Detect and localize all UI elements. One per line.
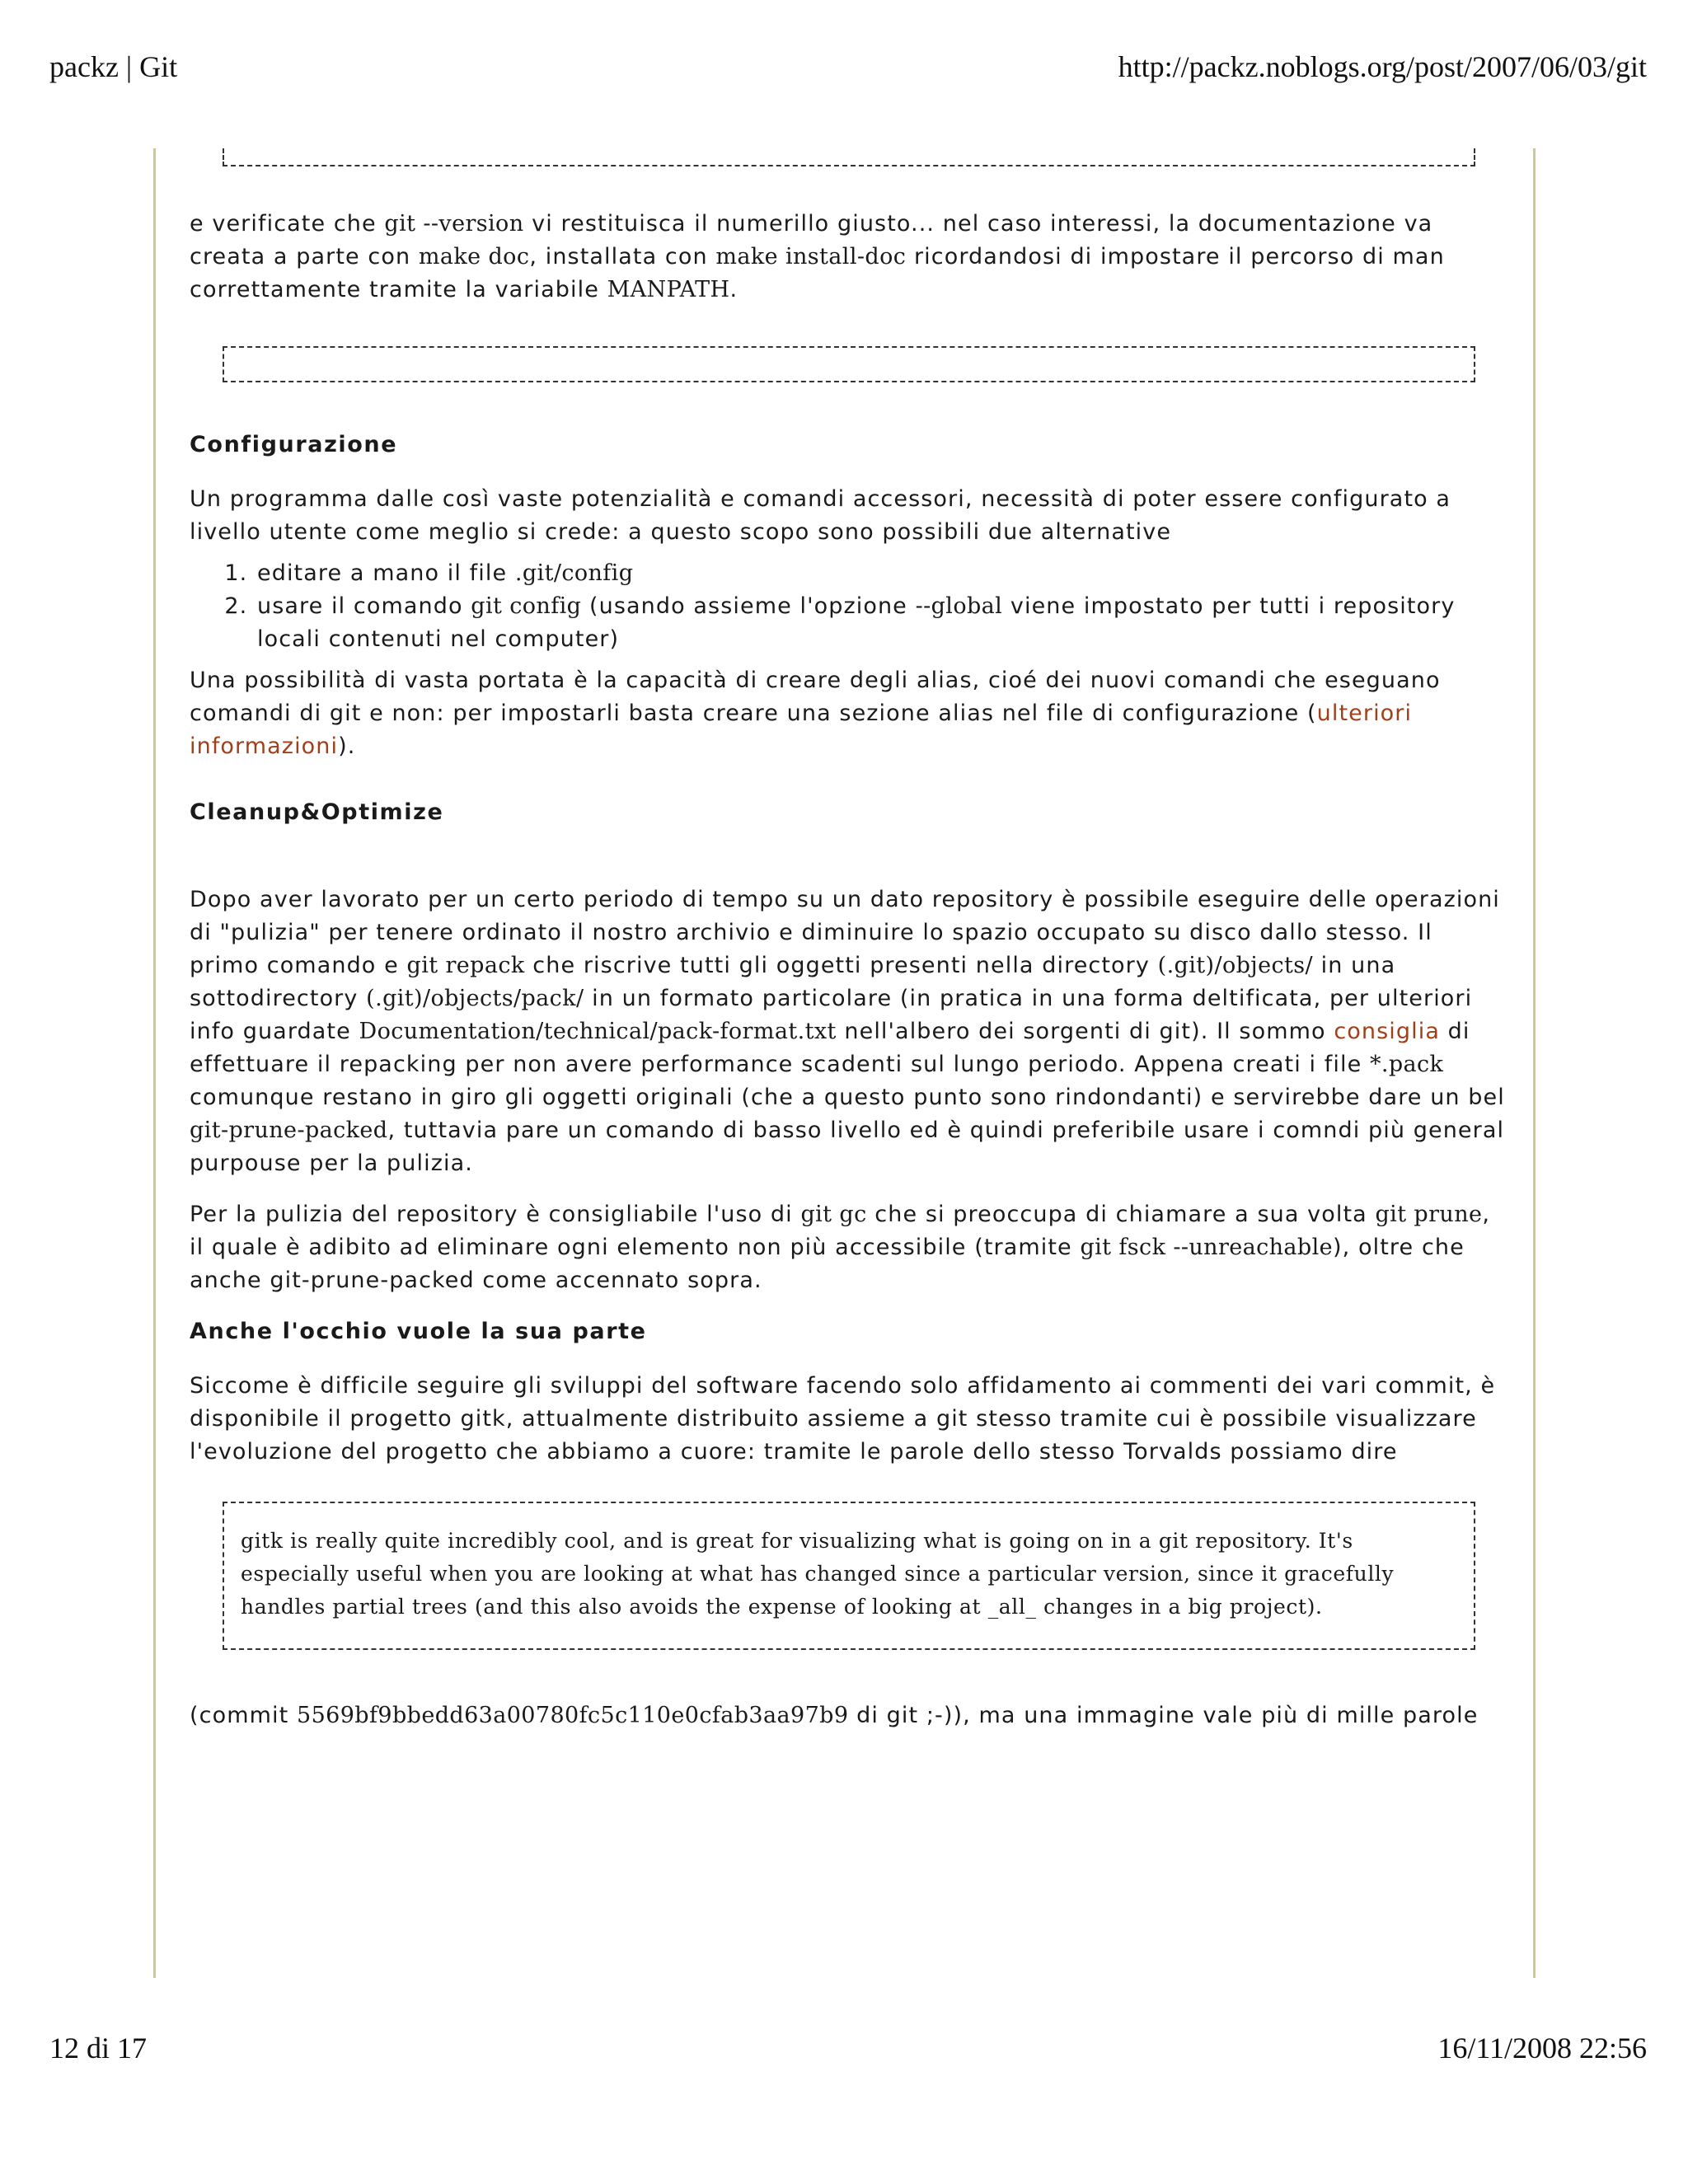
alias-paragraph: Una possibilità di vasta portata è la capacità di creare degli alias, cioé dei nuovi comandi che eseguano comandi di git e non: per impostarli basta creare una sezione alias nel file di configurazione (ulteriori informazioni).: [190, 668, 1441, 759]
page-url: http://packz.noblogs.org/post/2007/06/03/git: [1118, 50, 1647, 83]
config-paragraph: Un programma dalle così vaste potenzialità e comandi accessori, necessità di poter essere configurato a livello utente come meglio si crede: a questo scopo sono possibili due alternative: [190, 486, 1451, 545]
torvalds-quote-box: [223, 1502, 1475, 1650]
article-content: [190, 148, 1508, 1732]
cleanup-paragraph-2: Per la pulizia del repository è consigliabile l'uso di git gc che si preoccupa di chiamare a sua volta git prune, il quale è adibito ad eliminare ogni elemento non più accessibile (tramite git fsck --unreachable), oltre che anche git-prune-packed come accennato sopra.: [190, 1202, 1491, 1293]
code-box-continuation: [223, 148, 1475, 166]
gitk-paragraph: Siccome è difficile seguire gli sviluppi del software facendo solo affidamento ai commenti dei vari commit, è disponibile il progetto gitk, attualmente distribuito assieme a git stesso tramite cui è possibile visualizzare l'evoluzione del progetto che abbiamo a cuore: tramite le parole dello stesso Torvalds possiamo dire: [190, 1373, 1496, 1465]
intro-paragraph: e verificate che git --version vi restituisca il numerillo giusto... nel caso interessi, la documentazione va creata a parte con make doc, installata con make install-doc ricordandosi di impostare il percorso di man correttamente tramite la variabile MANPATH.: [190, 211, 1445, 302]
print-datetime: 16/11/2008 22:56: [1437, 2032, 1647, 2064]
list-item: 2. usare il comando git config (usando assieme l'opzione --global viene impostato per tutti i repository locali contenuti nel computer): [256, 590, 1508, 656]
print-header: [49, 49, 1647, 84]
section-heading-configurazione: Configurazione: [190, 432, 398, 457]
site-title: packz | Git: [49, 50, 178, 83]
empty-code-box: [223, 346, 1475, 382]
print-footer: [49, 2031, 1647, 2065]
list-item: 1. editare a mano il file .git/config: [256, 557, 1508, 590]
left-border-rule: [153, 148, 156, 1978]
link-ulteriori-informazioni[interactable]: ulteriori informazioni: [190, 701, 1413, 759]
link-consiglia[interactable]: consiglia: [1334, 1019, 1440, 1044]
page-indicator: 12 di 17: [49, 2032, 148, 2064]
right-border-rule: [1533, 148, 1536, 1978]
cleanup-paragraph-1: Dopo aver lavorato per un certo periodo di tempo su un dato repository è possibile eseguire delle operazioni di "pulizia" per tenere ordinato il nostro archivio e diminuire lo spazio occupato su disco dallo stesso. Il primo comando e git repack che riscrive tutti gli oggetti presenti nella directory (.git)/objects/ in una sottodirectory (.git)/objects/pack/ in un formato particolare (in pratica in una forma deltificata, per ulteriori info guardate Documentation/technical/pack-format.txt nell'albero dei sorgenti di git). Il sommo consiglia di effettuare il repacking per non avere performance scadenti sul lungo periodo. Appena creati i file *.pack comunque restano in giro gli oggetti originali (che a questo punto sono rindondanti) e servirebbe dare un bel git-prune-packed, tuttavia pare un comando di basso livello ed è quindi preferibile usare i comndi più general purpouse per la pulizia.: [190, 887, 1505, 1176]
quote-text: gitk is really quite incredibly cool, and is great for visualizing what is going on in a git repository. It's especially useful when you are looking at what has changed since a particular version, since it gracefully handles partial trees (and this also avoids the expense of looking at _all_ changes in a big project).: [241, 1529, 1395, 1619]
commit-paragraph: (commit 5569bf9bbedd63a00780fc5c110e0cfab3aa97b9 di git ;-)), ma una immagine vale più di mille parole: [190, 1703, 1479, 1728]
section-heading-cleanup: Cleanup&Optimize: [190, 799, 444, 825]
section-heading-gitk: Anche l'occhio vuole la sua parte: [190, 1319, 647, 1344]
config-options-list: [190, 557, 1508, 656]
